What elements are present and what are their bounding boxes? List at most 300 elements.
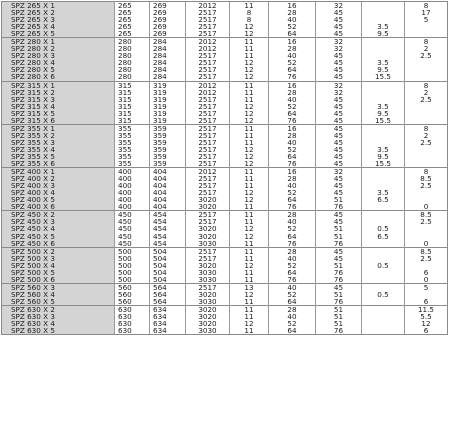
table-cell: 500: [115, 247, 150, 255]
table-cell: 64: [269, 153, 316, 160]
table-cell: 500: [115, 262, 150, 269]
table-cell: 45: [316, 110, 362, 117]
table-cell: 504: [150, 262, 186, 269]
row-label-cell: SPZ 400 X 3: [2, 182, 115, 189]
row-label-cell: SPZ 355 X 3: [2, 139, 115, 146]
table-cell: 5: [405, 16, 448, 23]
table-cell: 52: [269, 59, 316, 66]
table-cell: 12: [230, 73, 269, 81]
table-cell: 11: [230, 276, 269, 284]
table-cell: 64: [269, 30, 316, 38]
table-cell: 12: [230, 117, 269, 125]
row-label-cell: SPZ 560 X 4: [2, 291, 115, 298]
table-cell: 51: [316, 305, 362, 313]
table-cell: 359: [150, 153, 186, 160]
table-cell: 11: [230, 96, 269, 103]
table-cell: 355: [115, 146, 150, 153]
table-cell: 40: [269, 139, 316, 146]
table-cell: 2517: [186, 175, 230, 182]
row-label-cell: SPZ 400 X 1: [2, 168, 115, 176]
table-cell: 52: [269, 23, 316, 30]
table-cell: 6.5: [362, 196, 405, 203]
table-cell: 52: [269, 103, 316, 110]
table-cell: 9.5: [362, 153, 405, 160]
table-cell: 8.5: [405, 175, 448, 182]
table-cell: 404: [150, 175, 186, 182]
table-cell: 630: [115, 313, 150, 320]
table-cell: 634: [150, 305, 186, 313]
table-cell: 355: [115, 160, 150, 168]
row-label-cell: SPZ 315 X 5: [2, 110, 115, 117]
table-cell: 0: [405, 276, 448, 284]
table-cell: [362, 203, 405, 211]
table-row: [2, 247, 448, 255]
table-cell: 45: [316, 211, 362, 219]
table-row: [2, 23, 448, 30]
table-cell: 12: [230, 160, 269, 168]
table-cell: 32: [316, 2, 362, 10]
table-cell: 45: [316, 73, 362, 81]
table-cell: [362, 298, 405, 306]
table-row: [2, 182, 448, 189]
table-cell: 11: [230, 89, 269, 96]
table-cell: 11: [230, 175, 269, 182]
table-cell: [362, 9, 405, 16]
table-cell: [362, 45, 405, 52]
table-cell: 315: [115, 110, 150, 117]
table-cell: 45: [316, 103, 362, 110]
table-cell: 11: [230, 52, 269, 59]
row-label-cell: SPZ 560 X 5: [2, 298, 115, 306]
table-cell: 400: [115, 196, 150, 203]
table-cell: 564: [150, 291, 186, 298]
table-cell: [362, 305, 405, 313]
row-label-cell: SPZ 450 X 2: [2, 211, 115, 219]
table-cell: [405, 73, 448, 81]
table-cell: 64: [269, 196, 316, 203]
table-cell: 12: [230, 30, 269, 38]
table-cell: 560: [115, 283, 150, 291]
table-cell: 404: [150, 182, 186, 189]
table-cell: 12: [230, 320, 269, 327]
table-cell: 284: [150, 59, 186, 66]
table-cell: 11: [230, 182, 269, 189]
table-cell: 315: [115, 81, 150, 89]
table-cell: 12: [230, 153, 269, 160]
table-row: [2, 89, 448, 96]
table-cell: 504: [150, 269, 186, 276]
table-cell: 269: [150, 16, 186, 23]
table-cell: 2517: [186, 160, 230, 168]
table-cell: 450: [115, 225, 150, 232]
table-cell: 2517: [186, 139, 230, 146]
table-cell: 76: [269, 73, 316, 81]
table-cell: 2517: [186, 66, 230, 73]
table-cell: 315: [115, 89, 150, 96]
table-cell: 45: [316, 247, 362, 255]
row-label-cell: SPZ 315 X 6: [2, 117, 115, 125]
table-cell: 454: [150, 225, 186, 232]
table-row: [2, 225, 448, 232]
row-label-cell: SPZ 630 X 2: [2, 305, 115, 313]
table-cell: 634: [150, 320, 186, 327]
row-label-cell: SPZ 630 X 5: [2, 327, 115, 335]
table-cell: 45: [316, 66, 362, 73]
table-cell: 359: [150, 124, 186, 132]
pulley-spec-table: [1, 1, 448, 335]
table-cell: 280: [115, 66, 150, 73]
table-cell: 504: [150, 255, 186, 262]
table-cell: 64: [269, 327, 316, 335]
table-cell: 45: [316, 96, 362, 103]
table-cell: 3020: [186, 291, 230, 298]
table-cell: 450: [115, 211, 150, 219]
table-cell: 2517: [186, 73, 230, 81]
table-cell: 2012: [186, 81, 230, 89]
table-cell: 11: [230, 38, 269, 46]
row-label-cell: SPZ 280 X 1: [2, 38, 115, 46]
table-cell: 11: [230, 211, 269, 219]
table-cell: 11: [230, 255, 269, 262]
table-cell: 454: [150, 211, 186, 219]
table-row: [2, 160, 448, 168]
table-cell: 11: [230, 247, 269, 255]
row-label-cell: SPZ 280 X 6: [2, 73, 115, 81]
table-cell: [362, 168, 405, 176]
table-cell: 32: [316, 38, 362, 46]
table-cell: 2517: [186, 182, 230, 189]
row-label-cell: SPZ 500 X 3: [2, 255, 115, 262]
table-cell: 2517: [186, 283, 230, 291]
table-cell: [362, 139, 405, 146]
table-cell: 12: [230, 225, 269, 232]
table-cell: 40: [269, 255, 316, 262]
table-cell: [362, 276, 405, 284]
table-cell: 16: [269, 38, 316, 46]
table-cell: 15.5: [362, 160, 405, 168]
table-row: [2, 255, 448, 262]
table-cell: 634: [150, 327, 186, 335]
table-cell: 2517: [186, 124, 230, 132]
table-cell: 2.5: [405, 255, 448, 262]
table-cell: 8: [405, 38, 448, 46]
table-cell: 284: [150, 38, 186, 46]
table-row: [2, 73, 448, 81]
table-cell: 8: [405, 2, 448, 10]
row-label-cell: SPZ 265 X 5: [2, 30, 115, 38]
table-cell: 2: [405, 132, 448, 139]
table-row: [2, 203, 448, 211]
table-cell: 11: [230, 124, 269, 132]
row-label-cell: SPZ 355 X 2: [2, 132, 115, 139]
table-cell: 64: [269, 110, 316, 117]
table-cell: 12: [230, 189, 269, 196]
table-cell: 3030: [186, 276, 230, 284]
table-cell: 8: [230, 16, 269, 23]
table-cell: 45: [316, 9, 362, 16]
row-label-cell: SPZ 280 X 4: [2, 59, 115, 66]
table-row: [2, 124, 448, 132]
table-cell: 6: [405, 327, 448, 335]
row-label-cell: SPZ 450 X 5: [2, 233, 115, 240]
table-cell: [362, 81, 405, 89]
table-cell: 12: [405, 320, 448, 327]
table-cell: 315: [115, 117, 150, 125]
table-cell: [362, 255, 405, 262]
table-cell: [405, 30, 448, 38]
table-cell: 450: [115, 240, 150, 248]
table-cell: 45: [316, 182, 362, 189]
table-cell: 12: [230, 233, 269, 240]
table-cell: 11.5: [405, 305, 448, 313]
table-cell: 32: [316, 45, 362, 52]
table-cell: 454: [150, 218, 186, 225]
table-cell: 12: [230, 110, 269, 117]
table-cell: 284: [150, 66, 186, 73]
table-cell: [405, 23, 448, 30]
row-label-cell: SPZ 400 X 5: [2, 196, 115, 203]
table-cell: 40: [269, 52, 316, 59]
table-cell: 40: [269, 313, 316, 320]
table-cell: 76: [269, 203, 316, 211]
table-cell: 404: [150, 196, 186, 203]
table-cell: [362, 175, 405, 182]
table-cell: [362, 327, 405, 335]
table-cell: 280: [115, 38, 150, 46]
row-label-cell: SPZ 355 X 5: [2, 153, 115, 160]
table-cell: 504: [150, 276, 186, 284]
table-cell: 2517: [186, 218, 230, 225]
table-cell: [405, 262, 448, 269]
table-cell: 51: [316, 196, 362, 203]
table-cell: [362, 124, 405, 132]
row-label-cell: SPZ 280 X 5: [2, 66, 115, 73]
table-cell: 32: [316, 81, 362, 89]
table-row: [2, 327, 448, 335]
row-label-cell: SPZ 265 X 4: [2, 23, 115, 30]
table-cell: 45: [316, 175, 362, 182]
table-row: [2, 305, 448, 313]
table-cell: [362, 89, 405, 96]
row-label-cell: SPZ 450 X 6: [2, 240, 115, 248]
table-cell: 3020: [186, 196, 230, 203]
table-cell: 0.5: [362, 262, 405, 269]
table-cell: 400: [115, 182, 150, 189]
table-cell: 28: [269, 247, 316, 255]
table-cell: 6: [405, 269, 448, 276]
table-cell: 450: [115, 218, 150, 225]
table-cell: 265: [115, 9, 150, 16]
table-cell: 2517: [186, 23, 230, 30]
table-cell: 45: [316, 139, 362, 146]
row-label-cell: SPZ 265 X 3: [2, 16, 115, 23]
table-cell: 52: [269, 225, 316, 232]
table-cell: [362, 16, 405, 23]
row-label-cell: SPZ 280 X 3: [2, 52, 115, 59]
table-cell: 12: [230, 59, 269, 66]
table-cell: 28: [269, 45, 316, 52]
table-cell: 8: [230, 9, 269, 16]
table-cell: 45: [316, 52, 362, 59]
table-cell: 400: [115, 168, 150, 176]
table-row: [2, 66, 448, 73]
table-cell: 3020: [186, 320, 230, 327]
table-cell: [362, 283, 405, 291]
table-cell: 12: [230, 262, 269, 269]
table-cell: 45: [316, 16, 362, 23]
table-cell: 284: [150, 73, 186, 81]
table-cell: 11: [230, 2, 269, 10]
table-cell: 11: [230, 305, 269, 313]
table-cell: 454: [150, 240, 186, 248]
table-cell: [362, 269, 405, 276]
table-row: [2, 103, 448, 110]
table-cell: 12: [230, 103, 269, 110]
table-cell: 315: [115, 103, 150, 110]
table-row: [2, 240, 448, 248]
table-cell: [362, 218, 405, 225]
table-cell: [405, 110, 448, 117]
table-cell: 11: [230, 269, 269, 276]
table-cell: 2517: [186, 132, 230, 139]
table-cell: 6.5: [362, 233, 405, 240]
table-cell: 16: [269, 2, 316, 10]
table-row: [2, 313, 448, 320]
table-cell: 15.5: [362, 73, 405, 81]
table-cell: 404: [150, 189, 186, 196]
table-cell: 3020: [186, 233, 230, 240]
table-cell: 3020: [186, 305, 230, 313]
table-row: [2, 291, 448, 298]
table-cell: 40: [269, 182, 316, 189]
table-cell: 45: [316, 124, 362, 132]
row-label-cell: SPZ 355 X 6: [2, 160, 115, 168]
table-row: [2, 59, 448, 66]
row-label-cell: SPZ 315 X 3: [2, 96, 115, 103]
table-cell: 2.5: [405, 139, 448, 146]
table-row: [2, 262, 448, 269]
table-cell: 28: [269, 9, 316, 16]
table-cell: 0.5: [362, 225, 405, 232]
table-cell: 45: [316, 59, 362, 66]
table-cell: 45: [316, 218, 362, 225]
table-cell: [362, 320, 405, 327]
table-cell: 454: [150, 233, 186, 240]
table-cell: 64: [269, 269, 316, 276]
table-cell: 45: [316, 255, 362, 262]
table-cell: 16: [269, 124, 316, 132]
table-cell: 32: [316, 89, 362, 96]
table-cell: 359: [150, 132, 186, 139]
table-cell: 52: [269, 320, 316, 327]
table-cell: 630: [115, 327, 150, 335]
table-cell: 11: [230, 218, 269, 225]
table-cell: 51: [316, 225, 362, 232]
table-cell: 2517: [186, 189, 230, 196]
table-cell: 11: [230, 327, 269, 335]
table-cell: 52: [269, 146, 316, 153]
table-cell: 76: [269, 240, 316, 248]
table-row: [2, 9, 448, 16]
table-cell: 2517: [186, 146, 230, 153]
table-cell: 2517: [186, 255, 230, 262]
table-cell: 0: [405, 203, 448, 211]
table-cell: 2517: [186, 96, 230, 103]
table-row: [2, 146, 448, 153]
table-cell: [405, 103, 448, 110]
table-cell: 51: [316, 313, 362, 320]
table-cell: 450: [115, 233, 150, 240]
table-cell: 3030: [186, 240, 230, 248]
table-row: [2, 168, 448, 176]
table-cell: 2: [405, 45, 448, 52]
table-cell: 28: [269, 175, 316, 182]
table-cell: 319: [150, 103, 186, 110]
table-cell: 3020: [186, 203, 230, 211]
table-cell: 400: [115, 189, 150, 196]
table-cell: 28: [269, 211, 316, 219]
table-cell: 269: [150, 23, 186, 30]
row-label-cell: SPZ 355 X 4: [2, 146, 115, 153]
table-cell: 280: [115, 52, 150, 59]
table-cell: 3020: [186, 225, 230, 232]
table-row: [2, 211, 448, 219]
table-cell: [405, 196, 448, 203]
table-cell: 76: [269, 160, 316, 168]
table-cell: 11: [230, 81, 269, 89]
table-cell: 2517: [186, 59, 230, 66]
table-cell: [362, 182, 405, 189]
spec-table-body: [2, 2, 448, 335]
table-cell: 45: [316, 23, 362, 30]
table-row: [2, 153, 448, 160]
table-cell: 400: [115, 175, 150, 182]
table-cell: 51: [316, 291, 362, 298]
table-cell: 319: [150, 81, 186, 89]
table-cell: 319: [150, 96, 186, 103]
table-row: [2, 175, 448, 182]
table-cell: 630: [115, 320, 150, 327]
table-cell: 359: [150, 146, 186, 153]
table-cell: 52: [269, 291, 316, 298]
table-cell: 11: [230, 45, 269, 52]
table-cell: 560: [115, 291, 150, 298]
row-label-cell: SPZ 315 X 4: [2, 103, 115, 110]
table-cell: 28: [269, 132, 316, 139]
table-cell: 3.5: [362, 103, 405, 110]
table-cell: 3.5: [362, 59, 405, 66]
table-row: [2, 110, 448, 117]
table-cell: 28: [269, 305, 316, 313]
table-cell: 265: [115, 23, 150, 30]
table-cell: 2517: [186, 30, 230, 38]
table-cell: [362, 240, 405, 248]
table-cell: 3.5: [362, 146, 405, 153]
table-cell: 284: [150, 52, 186, 59]
table-cell: 2012: [186, 45, 230, 52]
table-cell: 51: [316, 262, 362, 269]
table-row: [2, 233, 448, 240]
table-cell: 11: [230, 132, 269, 139]
row-label-cell: SPZ 265 X 1: [2, 2, 115, 10]
table-cell: 280: [115, 59, 150, 66]
row-label-cell: SPZ 265 X 2: [2, 9, 115, 16]
table-cell: 359: [150, 139, 186, 146]
table-cell: 51: [316, 233, 362, 240]
table-cell: 3020: [186, 262, 230, 269]
table-row: [2, 196, 448, 203]
table-cell: 265: [115, 16, 150, 23]
